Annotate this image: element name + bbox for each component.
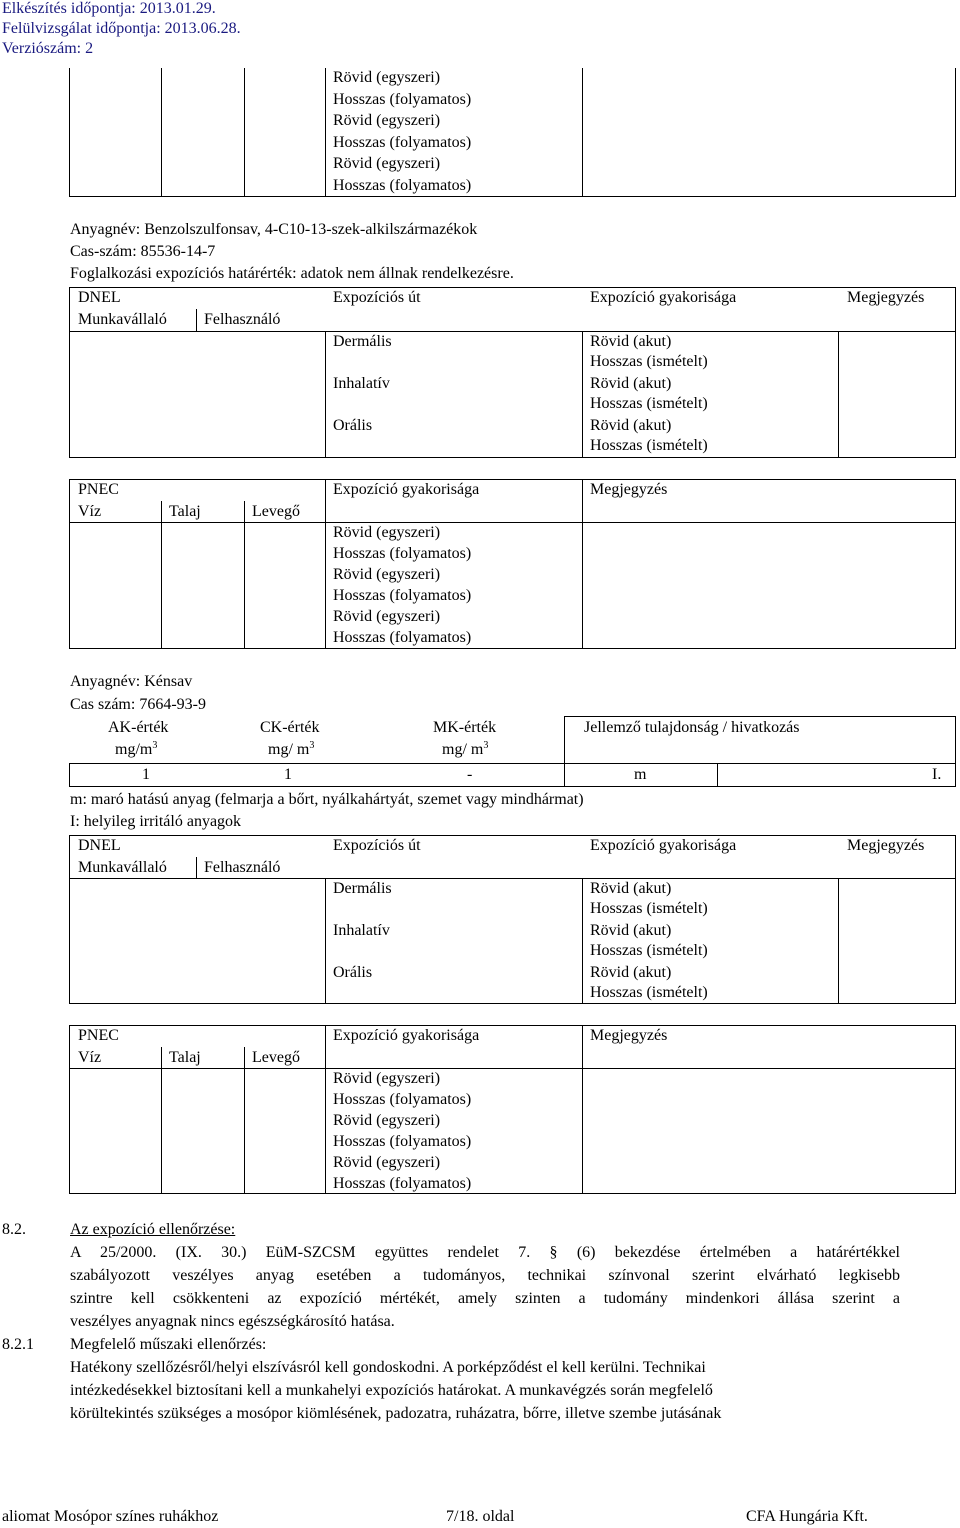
ak-header: AK-érték xyxy=(108,719,169,736)
freq-long: Hosszas (ismételt) xyxy=(590,900,708,917)
user-header: Felhasználó xyxy=(204,311,281,328)
route-dermal: Dermális xyxy=(333,333,392,350)
ak-value: 1 xyxy=(142,766,150,783)
freq-label: Hosszas (folyamatos) xyxy=(333,1175,472,1192)
water-header: Víz xyxy=(78,1049,102,1066)
paragraph-line: szintre kell csökkenteni az expozíció mértékét, amely szinten a tudomány mindenkori állása szerint a xyxy=(70,1290,900,1307)
note-header: Megjegyzés xyxy=(847,289,925,306)
created-date: Elkészítés időpontja: 2013.01.29. xyxy=(2,0,216,17)
frequency-header: Expozíció gyakorisága xyxy=(590,289,737,306)
note-header: Megjegyzés xyxy=(847,837,925,854)
freq-short: Rövid (akut) xyxy=(590,964,672,981)
mk-header: MK-érték xyxy=(433,719,497,736)
route-header: Expozíciós út xyxy=(333,289,421,306)
freq-label: Hosszas (folyamatos) xyxy=(333,134,472,151)
dnel-header: DNEL xyxy=(78,837,121,854)
freq-label: Hosszas (folyamatos) xyxy=(333,629,472,646)
cas-number: Cas-szám: 85536-14-7 xyxy=(70,243,216,260)
freq-label: Hosszas (folyamatos) xyxy=(333,91,472,108)
footer-product: aliomat Mosópor színes ruhákhoz xyxy=(2,1508,219,1525)
note-header: Megjegyzés xyxy=(590,481,668,498)
freq-label: Rövid (egyszeri) xyxy=(333,1070,441,1087)
version-number: Verziószám: 2 xyxy=(2,40,94,57)
freq-label: Rövid (egyszeri) xyxy=(333,608,441,625)
route-dermal: Dermális xyxy=(333,880,392,897)
route-oral: Orális xyxy=(333,964,373,981)
ak-unit: $mg/m^3$ xyxy=(115,740,158,758)
freq-label: Rövid (egyszeri) xyxy=(333,112,441,129)
freq-short: Rövid (akut) xyxy=(590,417,672,434)
dnel-header: DNEL xyxy=(78,289,121,306)
freq-label: Hosszas (folyamatos) xyxy=(333,1133,472,1150)
freq-long: Hosszas (ismételt) xyxy=(590,942,708,959)
pnec-header: PNEC xyxy=(78,1027,119,1044)
worker-header: Munkavállaló xyxy=(78,311,167,328)
freq-short: Rövid (akut) xyxy=(590,375,672,392)
paragraph-line: intézkedésekkel biztosítani kell a munkahelyi expozíciós határokat. A munkavégzés során megfelelő xyxy=(70,1382,713,1399)
exposure-limit-note: Foglalkozási expozíciós határérték: adatok nem állnak rendelkezésre. xyxy=(70,265,514,282)
substance-name: Anyagnév: Benzolszulfonsav, 4-C10-13-szek-alkilszármazékok xyxy=(70,221,478,238)
pnec-header: PNEC xyxy=(78,481,119,498)
section-number: 8.2. xyxy=(2,1221,26,1238)
route-inhalation: Inhalatív xyxy=(333,922,390,939)
route-oral: Orális xyxy=(333,417,373,434)
legend-note-m: m: maró hatású anyag (felmarja a bőrt, nyálkahártyát, szemet vagy mindhármat) xyxy=(70,791,584,808)
cas-number: Cas szám: 7664-93-9 xyxy=(70,696,206,713)
mk-unit: mg/ $m^3$ xyxy=(442,740,489,758)
user-header: Felhasználó xyxy=(204,859,281,876)
paragraph-line: veszélyes anyagnak nincs egészségkárosító hatása. xyxy=(70,1313,395,1330)
water-header: Víz xyxy=(78,503,102,520)
section-number: 8.2.1 xyxy=(2,1336,34,1353)
freq-label: Rövid (egyszeri) xyxy=(333,69,441,86)
freq-short: Rövid (akut) xyxy=(590,922,672,939)
frequency-header: Expozíció gyakorisága xyxy=(590,837,737,854)
freq-long: Hosszas (ismételt) xyxy=(590,984,708,1001)
ck-header: CK-érték xyxy=(260,719,320,736)
property-value: m xyxy=(634,766,647,783)
footer-company: CFA Hungária Kft. xyxy=(746,1508,868,1525)
mk-value: - xyxy=(467,766,473,783)
freq-label: Hosszas (folyamatos) xyxy=(333,177,472,194)
section-title: Az expozíció ellenőrzése: xyxy=(70,1221,236,1238)
route-inhalation: Inhalatív xyxy=(333,375,390,392)
ck-value: 1 xyxy=(284,766,292,783)
paragraph-line: körültekintés szükséges a mosópor kiömlésének, padozatra, ruházatra, bőrre, illetve szembe jutásának xyxy=(70,1405,722,1422)
paragraph-line: Hatékony szellőzésről/helyi elszívásról kell gondoskodni. A porképződést el kell kerülni. Technikai xyxy=(70,1359,706,1376)
footer-page-number: 7/18. oldal xyxy=(446,1508,515,1525)
frequency-header: Expozíció gyakorisága xyxy=(333,481,480,498)
freq-label: Rövid (egyszeri) xyxy=(333,1154,441,1171)
section-title: Megfelelő műszaki ellenőrzés: xyxy=(70,1336,267,1353)
freq-short: Rövid (akut) xyxy=(590,880,672,897)
freq-label: Rövid (egyszeri) xyxy=(333,1112,441,1129)
air-header: Levegő xyxy=(252,503,300,520)
review-date: Felülvizsgálat időpontja: 2013.06.28. xyxy=(2,20,241,37)
freq-long: Hosszas (ismételt) xyxy=(590,395,708,412)
freq-long: Hosszas (ismételt) xyxy=(590,353,708,370)
reference-value: I. xyxy=(932,766,942,783)
soil-header: Talaj xyxy=(169,1049,201,1066)
freq-label: Hosszas (folyamatos) xyxy=(333,587,472,604)
route-header: Expozíciós út xyxy=(333,837,421,854)
frequency-header: Expozíció gyakorisága xyxy=(333,1027,480,1044)
freq-label: Hosszas (folyamatos) xyxy=(333,545,472,562)
ck-unit: mg/ $m^3$ xyxy=(268,740,315,758)
paragraph-line: A 25/2000. (IX. 30.) EüM-SZCSM együttes rendelet 7. § (6) bekezdése értelmében a határértékkel xyxy=(70,1244,900,1261)
freq-label: Rövid (egyszeri) xyxy=(333,155,441,172)
freq-label: Hosszas (folyamatos) xyxy=(333,1091,472,1108)
property-header: Jellemző tulajdonság / hivatkozás xyxy=(584,719,800,736)
freq-label: Rövid (egyszeri) xyxy=(333,566,441,583)
substance-name: Anyagnév: Kénsav xyxy=(70,673,193,690)
air-header: Levegő xyxy=(252,1049,300,1066)
worker-header: Munkavállaló xyxy=(78,859,167,876)
note-header: Megjegyzés xyxy=(590,1027,668,1044)
legend-note-i: I: helyileg irritáló anyagok xyxy=(70,813,242,830)
freq-label: Rövid (egyszeri) xyxy=(333,524,441,541)
soil-header: Talaj xyxy=(169,503,201,520)
freq-long: Hosszas (ismételt) xyxy=(590,437,708,454)
freq-short: Rövid (akut) xyxy=(590,333,672,350)
paragraph-line: szabályozott veszélyes anyag esetében a tudományos, technikai színvonal szerint elvárható legkisebb xyxy=(70,1267,900,1284)
